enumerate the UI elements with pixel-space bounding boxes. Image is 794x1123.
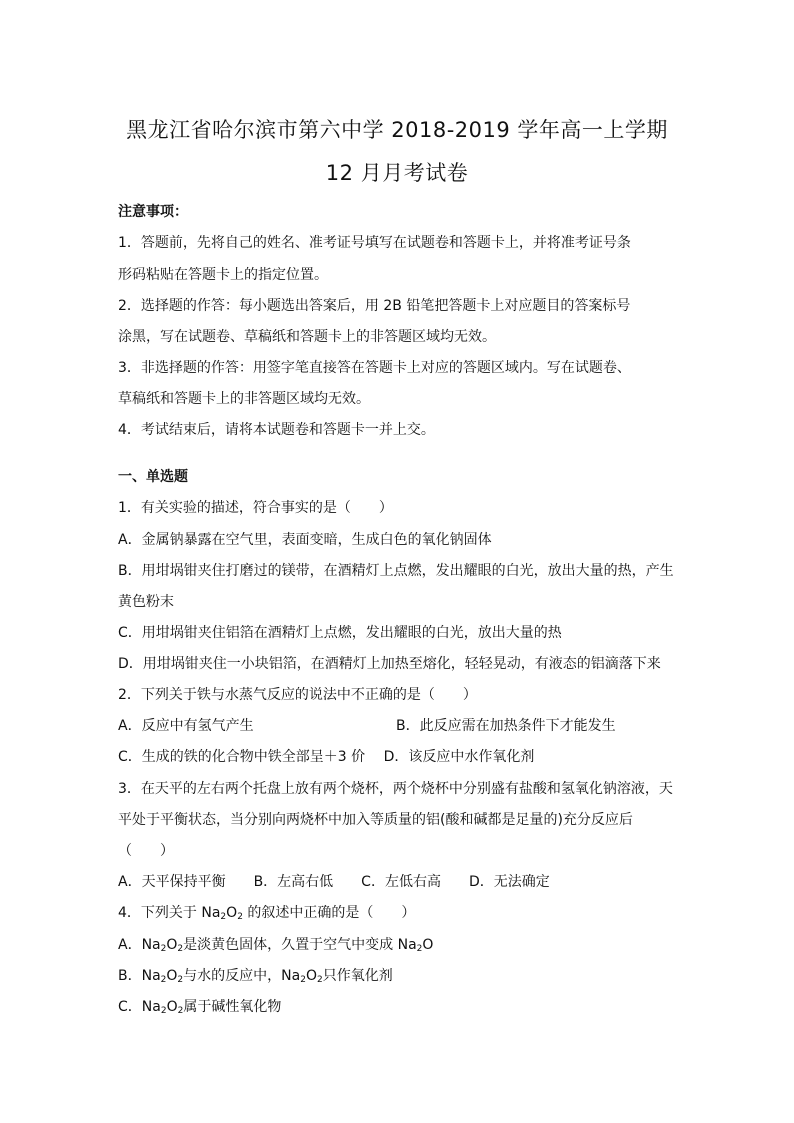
q4-stem: 4．下列关于 $Na_2O_2$ 的叙述中正确的是（ ） — [118, 905, 416, 922]
q1-option-a: A．金属钠暴露在空气里，表面变暗，生成白色的氧化钠固体 — [118, 532, 492, 548]
q2-stem: 2．下列关于铁与水蒸气反应的说法中不正确的是（ ） — [118, 687, 477, 703]
notice-item: 1．答题前，先将自己的姓名、准考证号填写在试题卷和答题卡上，并将准考证号条 — [118, 235, 631, 251]
notice-item: 4．考试结束后，请将本试题卷和答题卡一并上交。 — [118, 422, 435, 438]
notice-item: 2．选择题的作答：每小题选出答案后，用 2B 铅笔把答题卡上对应题目的答案标号 — [118, 298, 631, 314]
notice-heading: 注意事项： — [118, 204, 188, 220]
q4-option-b: B．$Na_2O_2$与水的反应中，$Na_2O_2$只作氧化剂 — [118, 968, 393, 985]
q3-stem-cont: 平处于平衡状态，当分别向两烧杯中加入等质量的铝(酸和碱都是足量的)充分反应后 — [118, 812, 633, 828]
q1-option-c: C．用坩埚钳夹住铝箔在酒精灯上点燃，发出耀眼的白光，放出大量的热 — [118, 625, 562, 641]
q1-stem: 1．有关实验的描述，符合事实的是（ ） — [118, 500, 393, 516]
q3-stem-paren: （ ） — [118, 843, 174, 859]
q1-option-b-cont: 黄色粉末 — [118, 594, 174, 610]
q4-option-a: A．$Na_2O_2$是淡黄色固体，久置于空气中变成 $Na_2O$ — [118, 937, 434, 954]
q1-option-d: D．用坩埚钳夹住一小块铝箔，在酒精灯上加热至熔化，轻轻晃动，有液态的铝滴落下来 — [118, 656, 661, 672]
q3-stem: 3．在天平的左右两个托盘上放有两个烧杯，两个烧杯中分别盛有盐酸和氢氧化钠溶液，天 — [118, 781, 673, 797]
q2-option-b: B．此反应需在加热条件下才能发生 — [396, 718, 616, 734]
exam-title-line2: 12 月月考试卷 — [325, 161, 469, 185]
exam-title-line1: 黑龙江省哈尔滨市第六中学 2018-2019 学年高一上学期 — [126, 118, 668, 142]
notice-item: 草稿纸和答题卡上的非答题区域均无效。 — [118, 391, 370, 407]
q2-option-cd: C．生成的铁的化合物中铁全部呈＋3 价 D．该反应中水作氧化剂 — [118, 749, 535, 765]
notice-item: 涂黑，写在试题卷、草稿纸和答题卡上的非答题区域均无效。 — [118, 329, 496, 345]
q2-option-a: A．反应中有氢气产生 — [118, 718, 254, 734]
section-heading: 一、单选题 — [118, 469, 188, 485]
q4-option-c: C．$Na_2O_2$属于碱性氧化物 — [118, 999, 282, 1016]
notice-item: 3．非选择题的作答：用签字笔直接答在答题卡上对应的答题区域内。写在试题卷、 — [118, 360, 631, 376]
q1-option-b: B．用坩埚钳夹住打磨过的镁带，在酒精灯上点燃，发出耀眼的白光，放出大量的热，产生 — [118, 563, 674, 579]
notice-item: 形码粘贴在答题卡上的指定位置。 — [118, 267, 328, 283]
q3-options: A．天平保持平衡 B．左高右低 C．左低右高 D．无法确定 — [118, 874, 550, 890]
